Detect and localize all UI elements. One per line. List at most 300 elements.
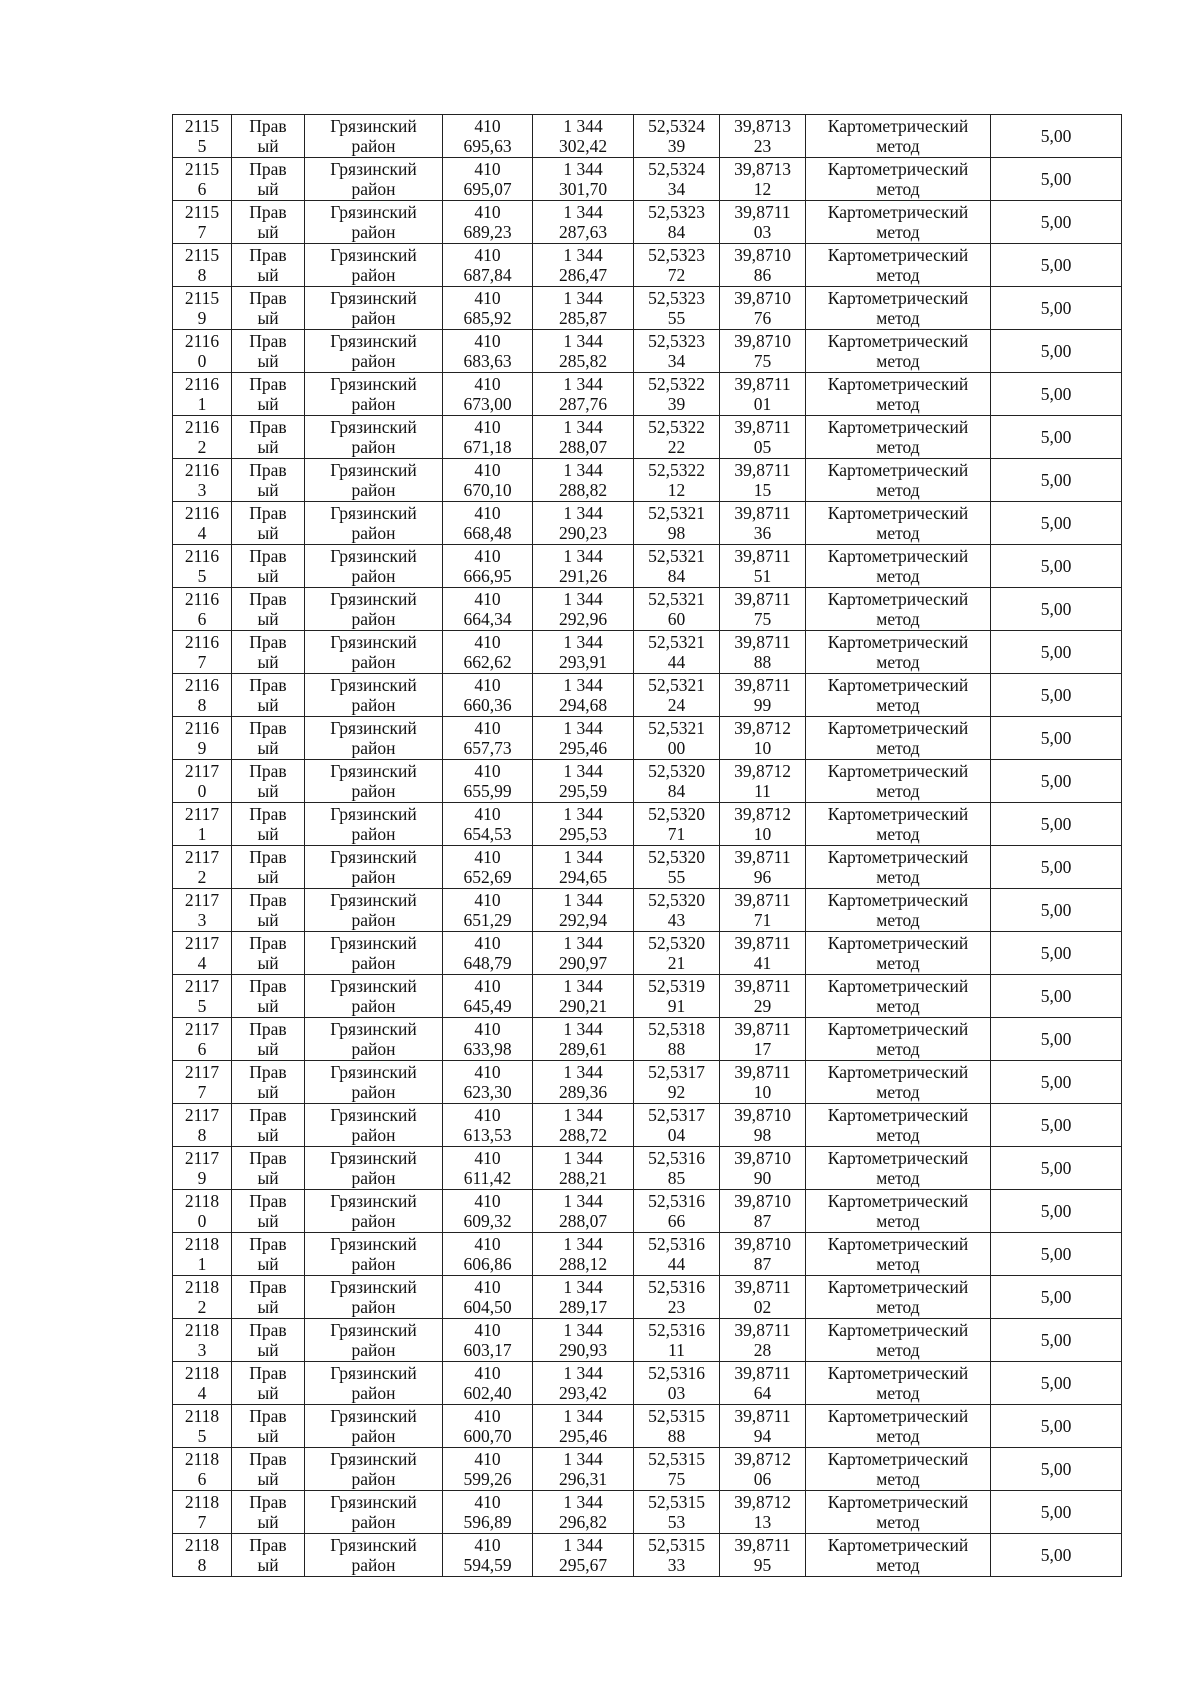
side-cell xyxy=(232,975,305,1018)
method-line-2: метод xyxy=(876,437,920,457)
method-line-1: Картометрический xyxy=(827,416,969,437)
longitude-line-1: 39,8710 xyxy=(734,287,791,308)
latitude-line-2: 53 xyxy=(667,1512,686,1532)
district-line-1: Грязинский xyxy=(330,1319,417,1340)
accuracy-cell xyxy=(991,975,1122,1018)
method-line-2: метод xyxy=(876,351,920,371)
point-number-line-2: 9 xyxy=(197,308,207,328)
side-line-2: ый xyxy=(257,1125,279,1145)
accuracy-cell xyxy=(991,1190,1122,1233)
point-number-line-2: 5 xyxy=(197,136,207,156)
longitude-cell xyxy=(720,115,806,158)
y-coordinate-line-2: 290,23 xyxy=(558,523,608,543)
point-number-line-1: 2116 xyxy=(184,588,220,609)
y-coordinate-cell xyxy=(533,1061,634,1104)
point-number-cell xyxy=(173,803,232,846)
method-line-1: Картометрический xyxy=(827,1104,969,1125)
longitude-line-1: 39,8711 xyxy=(734,631,791,652)
longitude-cell xyxy=(720,846,806,889)
district-line-2: район xyxy=(351,1383,396,1403)
longitude-line-2: 13 xyxy=(753,1512,772,1532)
x-coordinate-line-2: 599,26 xyxy=(463,1469,512,1489)
longitude-line-1: 39,8711 xyxy=(734,1276,791,1297)
longitude-line-2: 10 xyxy=(753,1082,772,1102)
side-line-2: ый xyxy=(257,609,279,629)
longitude-cell xyxy=(720,1276,806,1319)
longitude-cell xyxy=(720,975,806,1018)
point-number-cell xyxy=(173,588,232,631)
x-coordinate-line-2: 657,73 xyxy=(463,738,512,758)
side-line-2: ый xyxy=(257,1168,279,1188)
method-cell xyxy=(806,1104,991,1147)
y-coordinate-line-2: 288,21 xyxy=(558,1168,608,1188)
side-line-1: Прав xyxy=(249,201,287,222)
district-cell xyxy=(305,760,443,803)
method-line-2: метод xyxy=(876,480,920,500)
side-line-1: Прав xyxy=(249,158,287,179)
y-coordinate-line-2: 293,42 xyxy=(558,1383,608,1403)
y-coordinate-line-1: 1 344 xyxy=(563,1405,603,1426)
x-coordinate-line-2: 596,89 xyxy=(463,1512,512,1532)
x-coordinate-line-1: 410 xyxy=(474,846,501,867)
longitude-line-1: 39,8712 xyxy=(734,760,791,781)
longitude-line-1: 39,8711 xyxy=(734,889,791,910)
accuracy-value: 5,00 xyxy=(1040,942,1072,963)
longitude-cell xyxy=(720,502,806,545)
side-line-2: ый xyxy=(257,265,279,285)
district-line-2: район xyxy=(351,394,396,414)
longitude-line-2: 96 xyxy=(753,867,772,887)
x-coordinate-line-1: 410 xyxy=(474,1061,501,1082)
district-cell xyxy=(305,1276,443,1319)
longitude-cell xyxy=(720,1233,806,1276)
latitude-line-1: 52,5323 xyxy=(648,287,705,308)
y-coordinate-line-1: 1 344 xyxy=(563,975,603,996)
point-number-line-1: 2116 xyxy=(184,330,220,351)
point-number-line-2: 4 xyxy=(197,1383,207,1403)
table-row xyxy=(173,803,1122,846)
side-line-1: Прав xyxy=(249,631,287,652)
x-coordinate-cell xyxy=(443,1319,533,1362)
side-line-1: Прав xyxy=(249,330,287,351)
longitude-cell xyxy=(720,1405,806,1448)
x-coordinate-line-2: 673,00 xyxy=(463,394,512,414)
table-row xyxy=(173,373,1122,416)
district-line-1: Грязинский xyxy=(330,416,417,437)
point-number-line-1: 2118 xyxy=(184,1276,220,1297)
side-line-2: ый xyxy=(257,222,279,242)
method-line-2: метод xyxy=(876,867,920,887)
point-number-line-2: 7 xyxy=(197,1082,207,1102)
method-line-2: метод xyxy=(876,1383,920,1403)
table-row xyxy=(173,287,1122,330)
district-cell xyxy=(305,889,443,932)
side-line-1: Прав xyxy=(249,674,287,695)
x-coordinate-cell xyxy=(443,416,533,459)
point-number-cell xyxy=(173,1104,232,1147)
y-coordinate-line-2: 295,67 xyxy=(558,1555,608,1575)
longitude-cell xyxy=(720,717,806,760)
table-row xyxy=(173,846,1122,889)
district-cell xyxy=(305,115,443,158)
x-coordinate-line-1: 410 xyxy=(474,1319,501,1340)
x-coordinate-cell xyxy=(443,1448,533,1491)
latitude-cell xyxy=(634,416,720,459)
latitude-cell xyxy=(634,1319,720,1362)
point-number-cell xyxy=(173,760,232,803)
longitude-line-2: 71 xyxy=(753,910,772,930)
district-line-1: Грязинский xyxy=(330,717,417,738)
latitude-line-1: 52,5316 xyxy=(648,1276,705,1297)
district-cell xyxy=(305,1362,443,1405)
side-line-1: Прав xyxy=(249,932,287,953)
side-line-1: Прав xyxy=(249,545,287,566)
latitude-line-1: 52,5321 xyxy=(648,502,705,523)
y-coordinate-line-1: 1 344 xyxy=(563,1147,603,1168)
x-coordinate-line-1: 410 xyxy=(474,115,501,136)
accuracy-cell xyxy=(991,1319,1122,1362)
x-coordinate-cell xyxy=(443,1190,533,1233)
method-line-1: Картометрический xyxy=(827,330,969,351)
y-coordinate-cell xyxy=(533,330,634,373)
latitude-line-2: 22 xyxy=(667,437,686,457)
latitude-line-2: 72 xyxy=(667,265,686,285)
accuracy-cell xyxy=(991,373,1122,416)
method-line-1: Картометрический xyxy=(827,889,969,910)
latitude-cell xyxy=(634,975,720,1018)
longitude-line-1: 39,8711 xyxy=(734,1534,791,1555)
method-cell xyxy=(806,287,991,330)
district-line-1: Грязинский xyxy=(330,674,417,695)
y-coordinate-line-1: 1 344 xyxy=(563,803,603,824)
x-coordinate-line-2: 695,63 xyxy=(463,136,512,156)
side-cell xyxy=(232,1491,305,1534)
method-cell xyxy=(806,1319,991,1362)
longitude-line-2: 10 xyxy=(753,738,772,758)
longitude-cell xyxy=(720,416,806,459)
method-line-2: метод xyxy=(876,1426,920,1446)
method-line-2: метод xyxy=(876,566,920,586)
latitude-cell xyxy=(634,588,720,631)
district-cell xyxy=(305,1147,443,1190)
longitude-cell xyxy=(720,545,806,588)
longitude-line-1: 39,8711 xyxy=(734,459,791,480)
x-coordinate-line-2: 648,79 xyxy=(463,953,512,973)
side-line-2: ый xyxy=(257,867,279,887)
method-cell xyxy=(806,1233,991,1276)
district-line-1: Грязинский xyxy=(330,545,417,566)
y-coordinate-line-1: 1 344 xyxy=(563,717,603,738)
method-cell xyxy=(806,1190,991,1233)
x-coordinate-line-2: 611,42 xyxy=(463,1168,512,1188)
latitude-line-2: 84 xyxy=(667,222,686,242)
district-line-2: район xyxy=(351,222,396,242)
longitude-line-2: 12 xyxy=(753,179,772,199)
x-coordinate-cell xyxy=(443,287,533,330)
longitude-line-2: 75 xyxy=(753,609,772,629)
point-number-line-2: 5 xyxy=(197,566,207,586)
point-number-cell xyxy=(173,502,232,545)
method-cell xyxy=(806,244,991,287)
longitude-cell xyxy=(720,201,806,244)
method-line-1: Картометрический xyxy=(827,1018,969,1039)
accuracy-value: 5,00 xyxy=(1040,1243,1072,1264)
y-coordinate-cell xyxy=(533,717,634,760)
district-line-2: район xyxy=(351,351,396,371)
point-number-line-2: 6 xyxy=(197,1039,207,1059)
method-line-2: метод xyxy=(876,1254,920,1274)
x-coordinate-line-2: 654,53 xyxy=(463,824,512,844)
y-coordinate-line-1: 1 344 xyxy=(563,330,603,351)
x-coordinate-cell xyxy=(443,674,533,717)
side-line-1: Прав xyxy=(249,1276,287,1297)
y-coordinate-cell xyxy=(533,1362,634,1405)
side-cell xyxy=(232,631,305,674)
method-line-1: Картометрический xyxy=(827,1233,969,1254)
latitude-line-2: 12 xyxy=(667,480,686,500)
district-line-1: Грязинский xyxy=(330,1534,417,1555)
side-line-1: Прав xyxy=(249,1405,287,1426)
district-line-1: Грязинский xyxy=(330,1147,417,1168)
y-coordinate-cell xyxy=(533,1018,634,1061)
y-coordinate-line-1: 1 344 xyxy=(563,545,603,566)
longitude-line-1: 39,8712 xyxy=(734,1448,791,1469)
point-number-cell xyxy=(173,1276,232,1319)
district-line-1: Грязинский xyxy=(330,975,417,996)
side-line-2: ый xyxy=(257,1254,279,1274)
latitude-line-1: 52,5315 xyxy=(648,1405,705,1426)
accuracy-cell xyxy=(991,287,1122,330)
accuracy-value: 5,00 xyxy=(1040,684,1072,705)
y-coordinate-cell xyxy=(533,416,634,459)
point-number-line-2: 8 xyxy=(197,1555,207,1575)
method-cell xyxy=(806,373,991,416)
accuracy-value: 5,00 xyxy=(1040,899,1072,920)
latitude-cell xyxy=(634,1018,720,1061)
district-cell xyxy=(305,545,443,588)
point-number-line-2: 1 xyxy=(197,1254,207,1274)
accuracy-value: 5,00 xyxy=(1040,1200,1072,1221)
x-coordinate-line-1: 410 xyxy=(474,373,501,394)
x-coordinate-cell xyxy=(443,760,533,803)
y-coordinate-line-1: 1 344 xyxy=(563,1491,603,1512)
y-coordinate-cell xyxy=(533,760,634,803)
side-line-2: ый xyxy=(257,781,279,801)
latitude-line-1: 52,5320 xyxy=(648,889,705,910)
method-cell xyxy=(806,1061,991,1104)
x-coordinate-line-2: 655,99 xyxy=(463,781,512,801)
method-line-1: Картометрический xyxy=(827,1534,969,1555)
district-line-1: Грязинский xyxy=(330,158,417,179)
accuracy-value: 5,00 xyxy=(1040,1071,1072,1092)
latitude-line-1: 52,5315 xyxy=(648,1448,705,1469)
side-line-2: ый xyxy=(257,351,279,371)
side-line-2: ый xyxy=(257,523,279,543)
district-cell xyxy=(305,1405,443,1448)
x-coordinate-line-1: 410 xyxy=(474,1147,501,1168)
longitude-line-2: 41 xyxy=(753,953,772,973)
y-coordinate-line-2: 288,07 xyxy=(558,437,608,457)
side-line-2: ый xyxy=(257,738,279,758)
x-coordinate-line-2: 671,18 xyxy=(463,437,512,457)
longitude-line-2: 99 xyxy=(753,695,772,715)
method-line-1: Картометрический xyxy=(827,975,969,996)
point-number-line-1: 2118 xyxy=(184,1491,220,1512)
method-line-1: Картометрический xyxy=(827,932,969,953)
point-number-line-1: 2116 xyxy=(184,373,220,394)
latitude-line-2: 84 xyxy=(667,566,686,586)
side-cell xyxy=(232,545,305,588)
longitude-line-1: 39,8711 xyxy=(734,1319,791,1340)
table-row xyxy=(173,545,1122,588)
latitude-line-2: 33 xyxy=(667,1555,686,1575)
point-number-cell xyxy=(173,631,232,674)
side-line-1: Прав xyxy=(249,803,287,824)
method-cell xyxy=(806,416,991,459)
method-cell xyxy=(806,330,991,373)
point-number-line-1: 2115 xyxy=(184,115,220,136)
table-row xyxy=(173,1534,1122,1577)
district-line-2: район xyxy=(351,523,396,543)
latitude-cell xyxy=(634,502,720,545)
side-line-2: ый xyxy=(257,566,279,586)
point-number-line-1: 2117 xyxy=(184,975,220,996)
longitude-cell xyxy=(720,459,806,502)
latitude-line-1: 52,5316 xyxy=(648,1190,705,1211)
x-coordinate-line-1: 410 xyxy=(474,459,501,480)
table-row xyxy=(173,201,1122,244)
latitude-line-1: 52,5320 xyxy=(648,846,705,867)
x-coordinate-line-1: 410 xyxy=(474,416,501,437)
method-cell xyxy=(806,1362,991,1405)
accuracy-cell xyxy=(991,158,1122,201)
y-coordinate-line-2: 295,59 xyxy=(558,781,608,801)
side-line-2: ый xyxy=(257,1512,279,1532)
latitude-line-1: 52,5317 xyxy=(648,1104,705,1125)
latitude-cell xyxy=(634,158,720,201)
latitude-line-1: 52,5320 xyxy=(648,760,705,781)
side-cell xyxy=(232,1018,305,1061)
longitude-line-2: 23 xyxy=(753,136,772,156)
side-cell xyxy=(232,1061,305,1104)
point-number-line-2: 3 xyxy=(197,480,207,500)
longitude-line-1: 39,8710 xyxy=(734,330,791,351)
accuracy-value: 5,00 xyxy=(1040,168,1072,189)
accuracy-cell xyxy=(991,1491,1122,1534)
district-line-1: Грязинский xyxy=(330,1491,417,1512)
accuracy-value: 5,00 xyxy=(1040,1028,1072,1049)
district-cell xyxy=(305,631,443,674)
side-line-1: Прав xyxy=(249,244,287,265)
method-line-2: метод xyxy=(876,824,920,844)
table-row xyxy=(173,1491,1122,1534)
x-coordinate-line-1: 410 xyxy=(474,1104,501,1125)
side-line-2: ый xyxy=(257,1383,279,1403)
side-line-2: ый xyxy=(257,1555,279,1575)
district-cell xyxy=(305,330,443,373)
table-row xyxy=(173,1362,1122,1405)
longitude-line-1: 39,8712 xyxy=(734,717,791,738)
longitude-line-2: 05 xyxy=(753,437,772,457)
longitude-line-2: 98 xyxy=(753,1125,772,1145)
side-cell xyxy=(232,1190,305,1233)
district-line-2: район xyxy=(351,1297,396,1317)
longitude-cell xyxy=(720,760,806,803)
y-coordinate-line-1: 1 344 xyxy=(563,416,603,437)
latitude-line-1: 52,5321 xyxy=(648,545,705,566)
side-line-1: Прав xyxy=(249,1061,287,1082)
y-coordinate-cell xyxy=(533,1405,634,1448)
point-number-line-2: 5 xyxy=(197,1426,207,1446)
longitude-line-2: 10 xyxy=(753,824,772,844)
y-coordinate-line-1: 1 344 xyxy=(563,201,603,222)
x-coordinate-cell xyxy=(443,158,533,201)
y-coordinate-cell xyxy=(533,803,634,846)
district-line-1: Грязинский xyxy=(330,1405,417,1426)
longitude-line-2: 90 xyxy=(753,1168,772,1188)
method-line-1: Картометрический xyxy=(827,631,969,652)
side-cell xyxy=(232,1276,305,1319)
accuracy-cell xyxy=(991,1018,1122,1061)
y-coordinate-line-2: 292,96 xyxy=(558,609,608,629)
side-cell xyxy=(232,1362,305,1405)
method-cell xyxy=(806,588,991,631)
table-row xyxy=(173,1276,1122,1319)
latitude-line-1: 52,5323 xyxy=(648,330,705,351)
table-row xyxy=(173,330,1122,373)
longitude-line-2: 87 xyxy=(753,1211,772,1231)
district-line-1: Грязинский xyxy=(330,760,417,781)
longitude-line-2: 76 xyxy=(753,308,772,328)
x-coordinate-line-2: 664,34 xyxy=(463,609,512,629)
district-cell xyxy=(305,846,443,889)
method-line-1: Картометрический xyxy=(827,760,969,781)
latitude-line-1: 52,5316 xyxy=(648,1147,705,1168)
y-coordinate-line-1: 1 344 xyxy=(563,889,603,910)
y-coordinate-cell xyxy=(533,1534,634,1577)
latitude-line-2: 44 xyxy=(667,1254,686,1274)
point-number-line-2: 2 xyxy=(197,1297,207,1317)
y-coordinate-line-2: 292,94 xyxy=(558,910,608,930)
table-row xyxy=(173,459,1122,502)
accuracy-value: 5,00 xyxy=(1040,340,1072,361)
y-coordinate-line-2: 288,12 xyxy=(558,1254,608,1274)
point-number-line-1: 2117 xyxy=(184,1061,220,1082)
longitude-line-2: 94 xyxy=(753,1426,772,1446)
latitude-line-1: 52,5315 xyxy=(648,1534,705,1555)
y-coordinate-line-2: 288,82 xyxy=(558,480,608,500)
district-line-2: район xyxy=(351,1340,396,1360)
y-coordinate-cell xyxy=(533,932,634,975)
district-line-2: район xyxy=(351,1469,396,1489)
x-coordinate-line-2: 687,84 xyxy=(463,265,512,285)
x-coordinate-line-1: 410 xyxy=(474,717,501,738)
point-number-line-2: 7 xyxy=(197,222,207,242)
accuracy-cell xyxy=(991,889,1122,932)
district-line-2: район xyxy=(351,1512,396,1532)
side-line-1: Прав xyxy=(249,416,287,437)
table-row xyxy=(173,889,1122,932)
point-number-cell xyxy=(173,975,232,1018)
district-line-1: Грязинский xyxy=(330,287,417,308)
side-line-2: ый xyxy=(257,179,279,199)
point-number-line-2: 9 xyxy=(197,1168,207,1188)
y-coordinate-line-2: 295,46 xyxy=(558,1426,608,1446)
accuracy-value: 5,00 xyxy=(1040,770,1072,791)
side-line-2: ый xyxy=(257,437,279,457)
longitude-line-1: 39,8713 xyxy=(734,115,791,136)
latitude-line-1: 52,5315 xyxy=(648,1491,705,1512)
